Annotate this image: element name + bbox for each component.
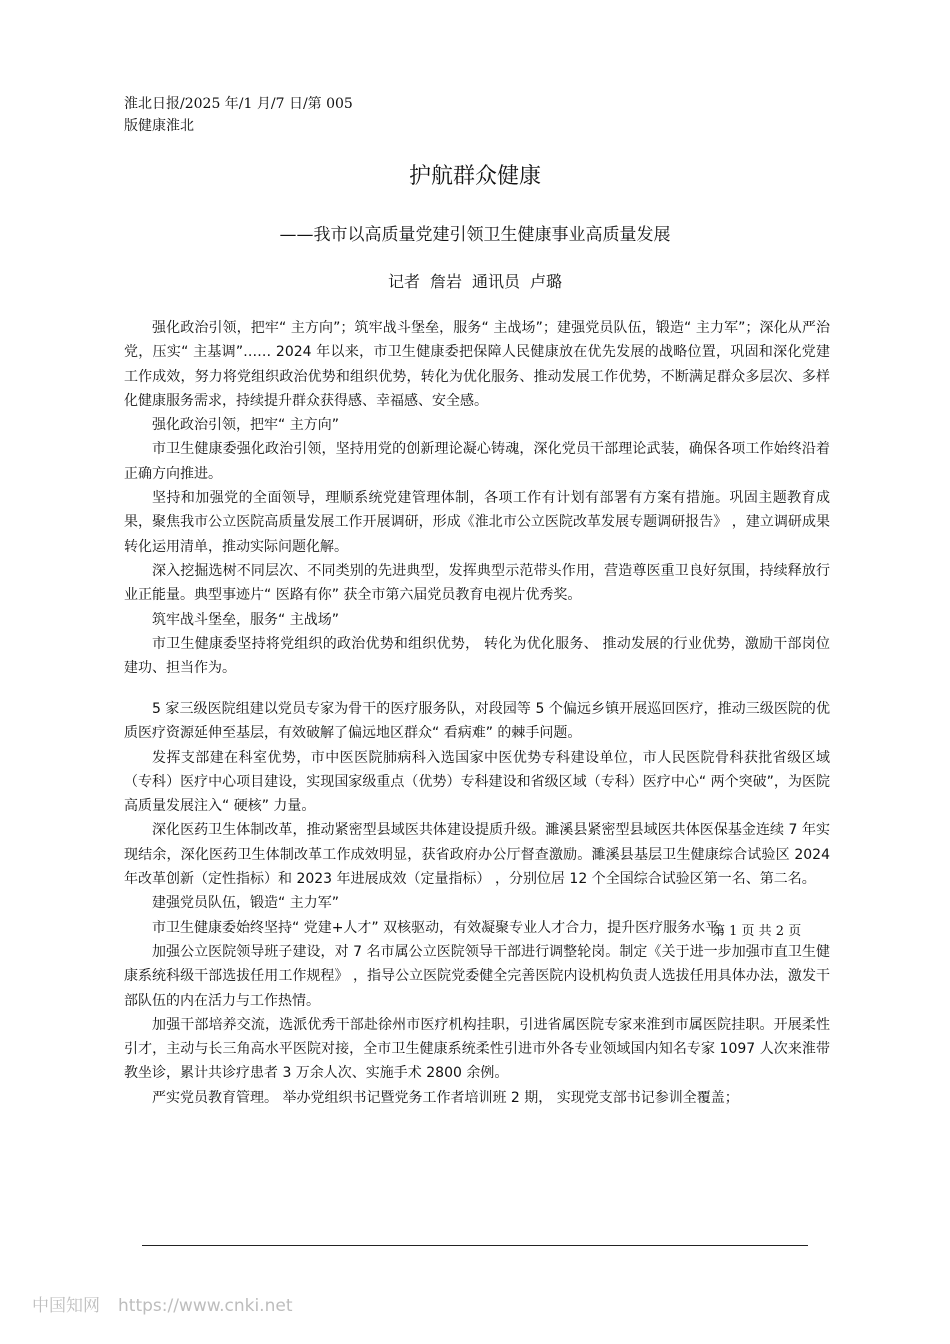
paragraph: 加强干部培养交流，选派优秀干部赴徐州市医疗机构挂职，引进省属医院专家来淮到市属医院挂职。开展柔性引才，主动与长三角高水平医院对接，全市卫生健康系统柔性引进市外各专业领域国内知名专家 1097 人次来淮带教坐诊，累计共诊疗患者 3 万余人次、实施手术 2800 余例。 <box>124 1016 830 1082</box>
correspondent-label: 通讯员 <box>472 272 521 291</box>
watermark-url: https://www.cnki.net <box>118 1296 293 1316</box>
paragraph: 深入挖掘选树不同层次、不同类别的先进典型，发挥典型示范带头作用，营造尊医重卫良好氛围，持续释放行业正能量。典型事迹片“ 医路有你” 获全市第六届党员教育电视片优秀奖。 <box>124 562 830 604</box>
correspondent-name: 卢璐 <box>530 272 563 291</box>
reporter-label: 记者 <box>387 272 420 291</box>
paragraph: 发挥支部建在科室优势，市中医医院肺病科入选国家中医优势专科建设单位，市人民医院骨科获批省级区域（专科）医疗中心项目建设，实现国家级重点（优势）专科建设和省级区域（专科）医疗中心“ 两个突破”，为医院高质量发展注入“ 硬核” 力量。 <box>124 749 830 815</box>
paragraph: 严实党员教育管理。 举办党组织书记暨党务工作者培训班 2 期， 实现党支部书记参训全覆盖； <box>152 1089 739 1106</box>
paragraph: 市卫生健康委始终坚持“ 党建+人才” 双核驱动，有效凝聚专业人才合力，提升医疗服务水平。 <box>152 919 734 936</box>
paragraph: 深化医药卫生体制改革，推动紧密型县域医共体建设提质升级。濉溪县紧密型县域医共体医保基金连续 7 年实现结余，深化医药卫生体制改革工作成效明显，获省政府办公厅督查激励。濉溪县基层卫生健康综合试验区 2024 年改革创新（定性指标）和 2023 年进展成效（定量指标） ，分别位居 12 个全国综合试验区第一名、第二名。 <box>124 822 830 888</box>
source-line-2: 版健康淮北 <box>124 118 194 134</box>
paragraph: 坚持和加强党的全面领导，理顺系统党建管理体制，各项工作有计划有部署有方案有措施。巩固主题教育成果，聚焦我市公立医院高质量发展工作开展调研，形成《淮北市公立医院改革发展专题调研报告》 ，建立调研成果转化运用清单，推动实际问题化解。 <box>124 490 830 555</box>
paragraph: 强化政治引领，把牢“ 主方向”；筑牢战斗堡垒，服务“ 主战场”；建强党员队伍，锻造“ 主力军”；深化从严治党，压实“ 主基调”…… 2024 年以来，市卫生健康委把保障人民健康放在优先发展的战略位置，巩固和深化党建工作成效，努力将党组织政治优势和组织优势，转化为优化服务、推动发展工作优势，不断满足群众多层次、多样化健康服务需求，持续提升群众获得感、幸福感、安全感。 <box>124 320 830 409</box>
section-heading: 建强党员队伍，锻造“ 主力军” <box>152 895 339 912</box>
paragraph: 5 家三级医院组建以党员专家为骨干的医疗服务队，对段园等 5 个偏远乡镇开展巡回医疗，推动三级医院的优质医疗资源延伸至基层，有效破解了偏远地区群众“ 看病难” 的棘手问题。 <box>124 701 830 742</box>
article-body-part-2 <box>124 697 830 1110</box>
paragraph: 市卫生健康委坚持将党组织的政治优势和组织优势， 转化为优化服务、 推动发展的行业优势，激励干部岗位建功、担当作为。 <box>124 635 830 677</box>
byline <box>0 267 950 297</box>
source-line-1: 淮北日报/2025 年/1 月/7 日/第 005 <box>124 96 353 112</box>
section-heading: 筑牢战斗堡垒，服务“ 主战场” <box>152 611 339 628</box>
page-number: 第 1 页 共 2 页 <box>712 924 802 939</box>
article-subtitle: ——我市以高质量党建引领卫生健康事业高质量发展 <box>279 225 671 245</box>
reporter-name: 詹岩 <box>429 272 462 291</box>
article-body-part-1 <box>124 316 830 680</box>
watermark-brand: 中国知网 <box>32 1296 100 1316</box>
paragraph: 市卫生健康委强化政治引领，坚持用党的创新理论凝心铸魂，深化党员干部理论武装，确保各项工作始终沿着正确方向推进。 <box>124 441 830 482</box>
footer-divider <box>142 1245 808 1246</box>
source-info <box>124 93 384 137</box>
section-heading: 强化政治引领，把牢“ 主方向” <box>152 417 339 434</box>
article-title: 护航群众健康 <box>408 164 541 189</box>
cnki-watermark <box>32 1294 292 1318</box>
paragraph: 加强公立医院领导班子建设，对 7 名市属公立医院领导干部进行调整轮岗。制定《关于进一步加强市直卫生健康系统科级干部选拔任用工作规程》 ，指导公立医院党委健全完善医院内设机构负责人选拔任用具体办法，激发干部队伍的内在活力与工作热情。 <box>124 943 830 1009</box>
